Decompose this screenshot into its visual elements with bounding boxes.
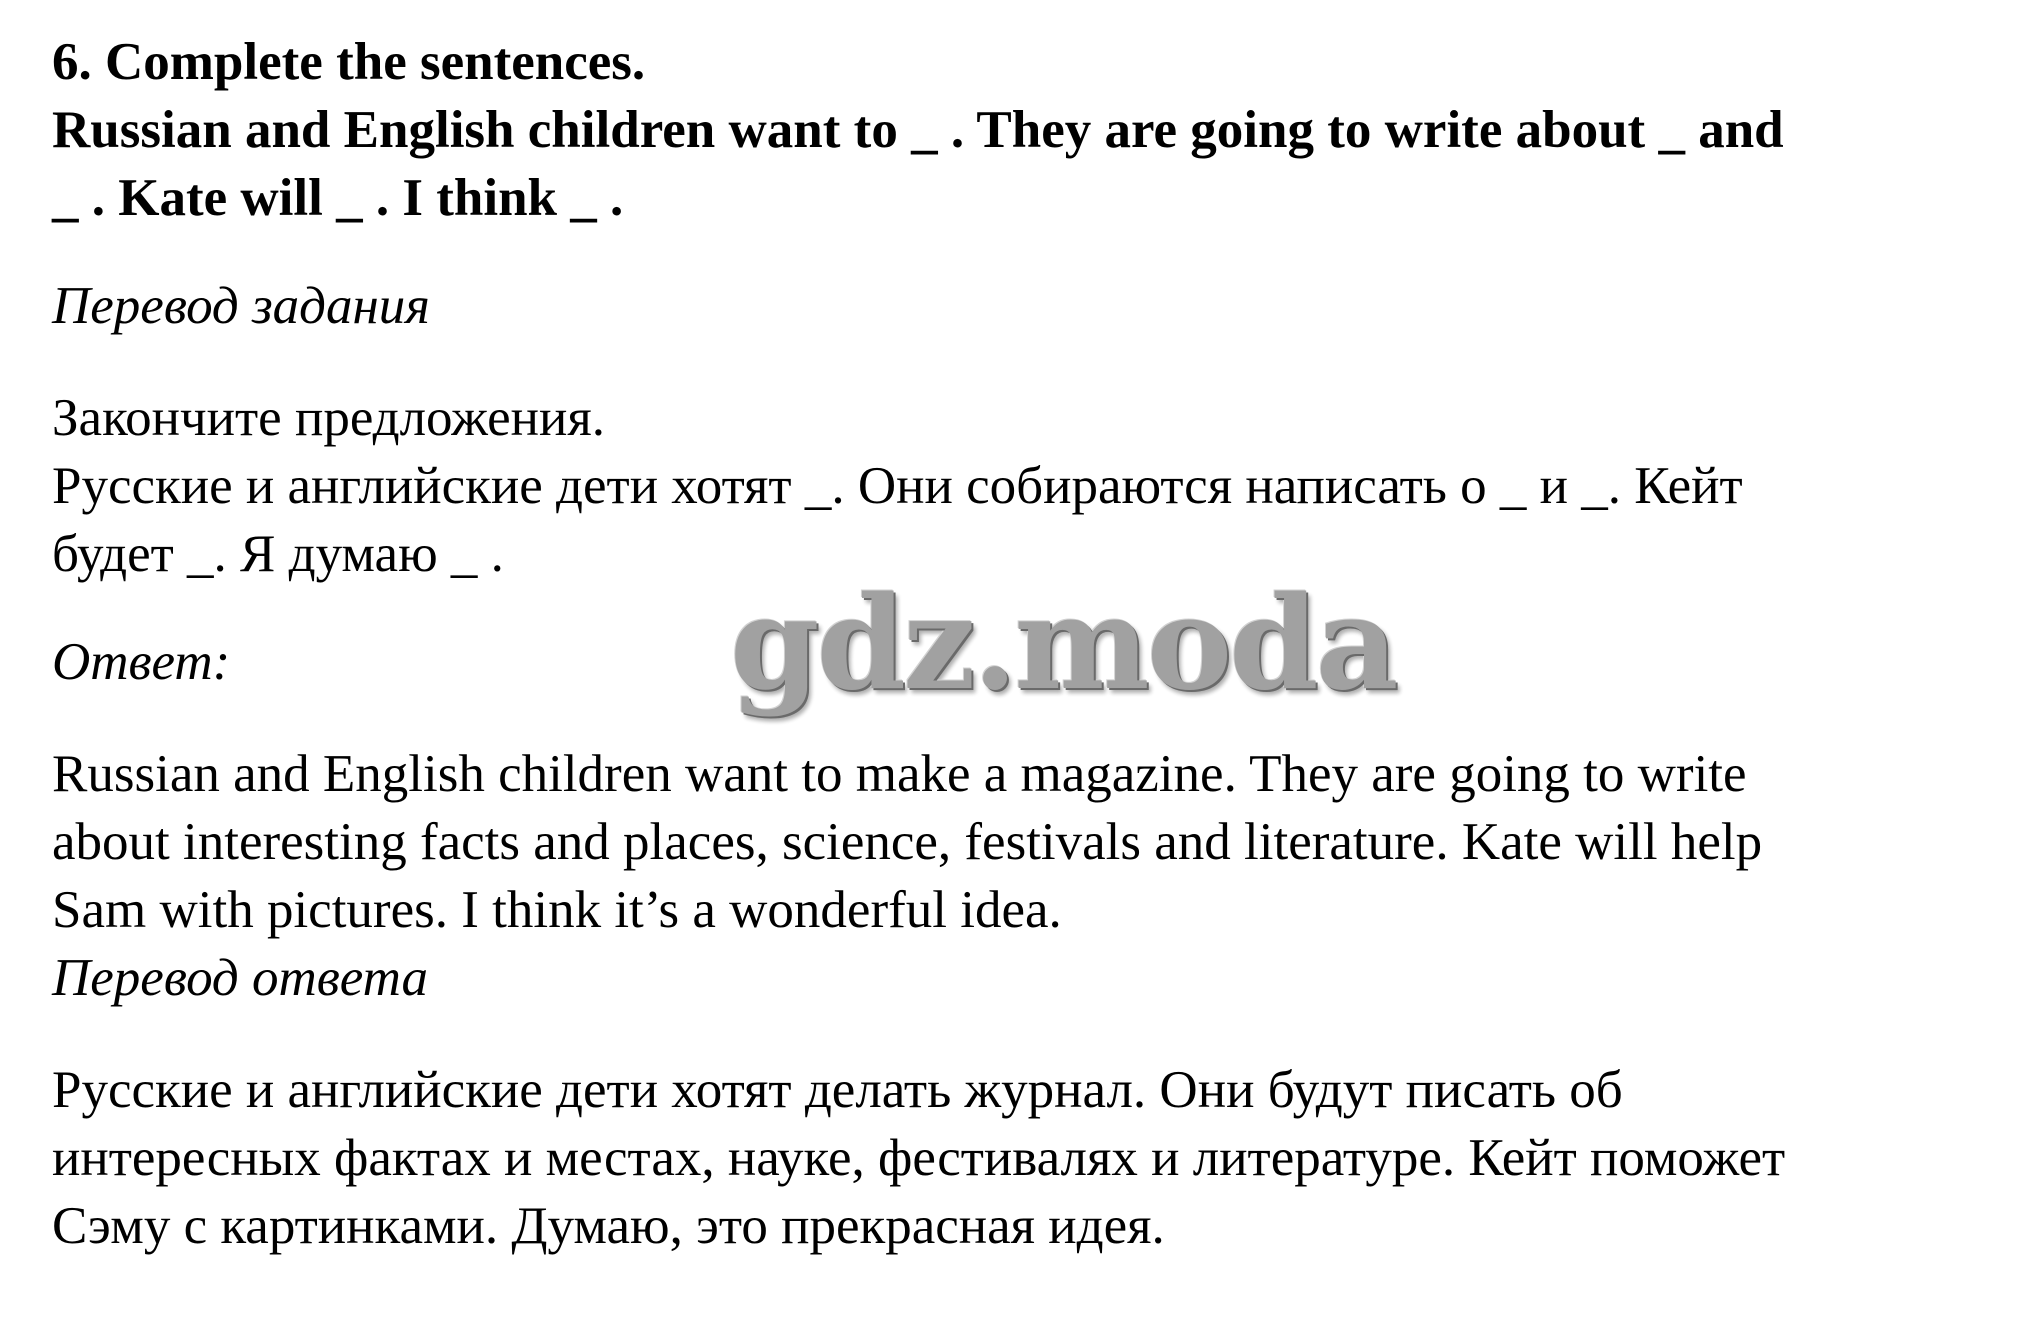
answer-line-1: Russian and English children want to make a magazine. They are going to write <box>52 745 1747 803</box>
spacer <box>52 1012 2012 1056</box>
task-translation-line-2: Русские и английские дети хотят _. Они собираются написать о _ и _. Кейт <box>52 457 1743 515</box>
task-translation-line-3: будет _. Я думаю _ . <box>52 525 504 583</box>
task-line-1: Russian and English children want to _ . They are going to write about _ and <box>52 101 1784 159</box>
task-translation-line-1: Закончите предложения. <box>52 389 606 447</box>
answer-translation-line-3: Сэму с картинками. Думаю, это прекрасная идея. <box>52 1197 1165 1255</box>
answer-line-2: about interesting facts and places, science, festivals and literature. Kate will help <box>52 813 1763 871</box>
task-line-2: _ . Kate will _ . I think _ . <box>52 169 624 227</box>
task-title: 6. Complete the sentences. <box>52 33 646 91</box>
spacer <box>52 340 2012 384</box>
answer-translation-heading: Перевод ответа <box>52 949 429 1007</box>
spacer <box>52 232 2012 272</box>
watermark-logo: gdz.moda <box>730 569 1396 719</box>
answer-line-3: Sam with pictures. I think it’s a wonderful idea. <box>52 881 1062 939</box>
answer-translation-line-2: интересных фактах и местах, науке, фестивалях и литературе. Кейт поможет <box>52 1129 1786 1187</box>
task-translation-heading: Перевод задания <box>52 277 430 335</box>
answer-translation-line-1: Русские и английские дети хотят делать журнал. Они будут писать об <box>52 1061 1623 1119</box>
answer-heading: Ответ: <box>52 633 231 691</box>
